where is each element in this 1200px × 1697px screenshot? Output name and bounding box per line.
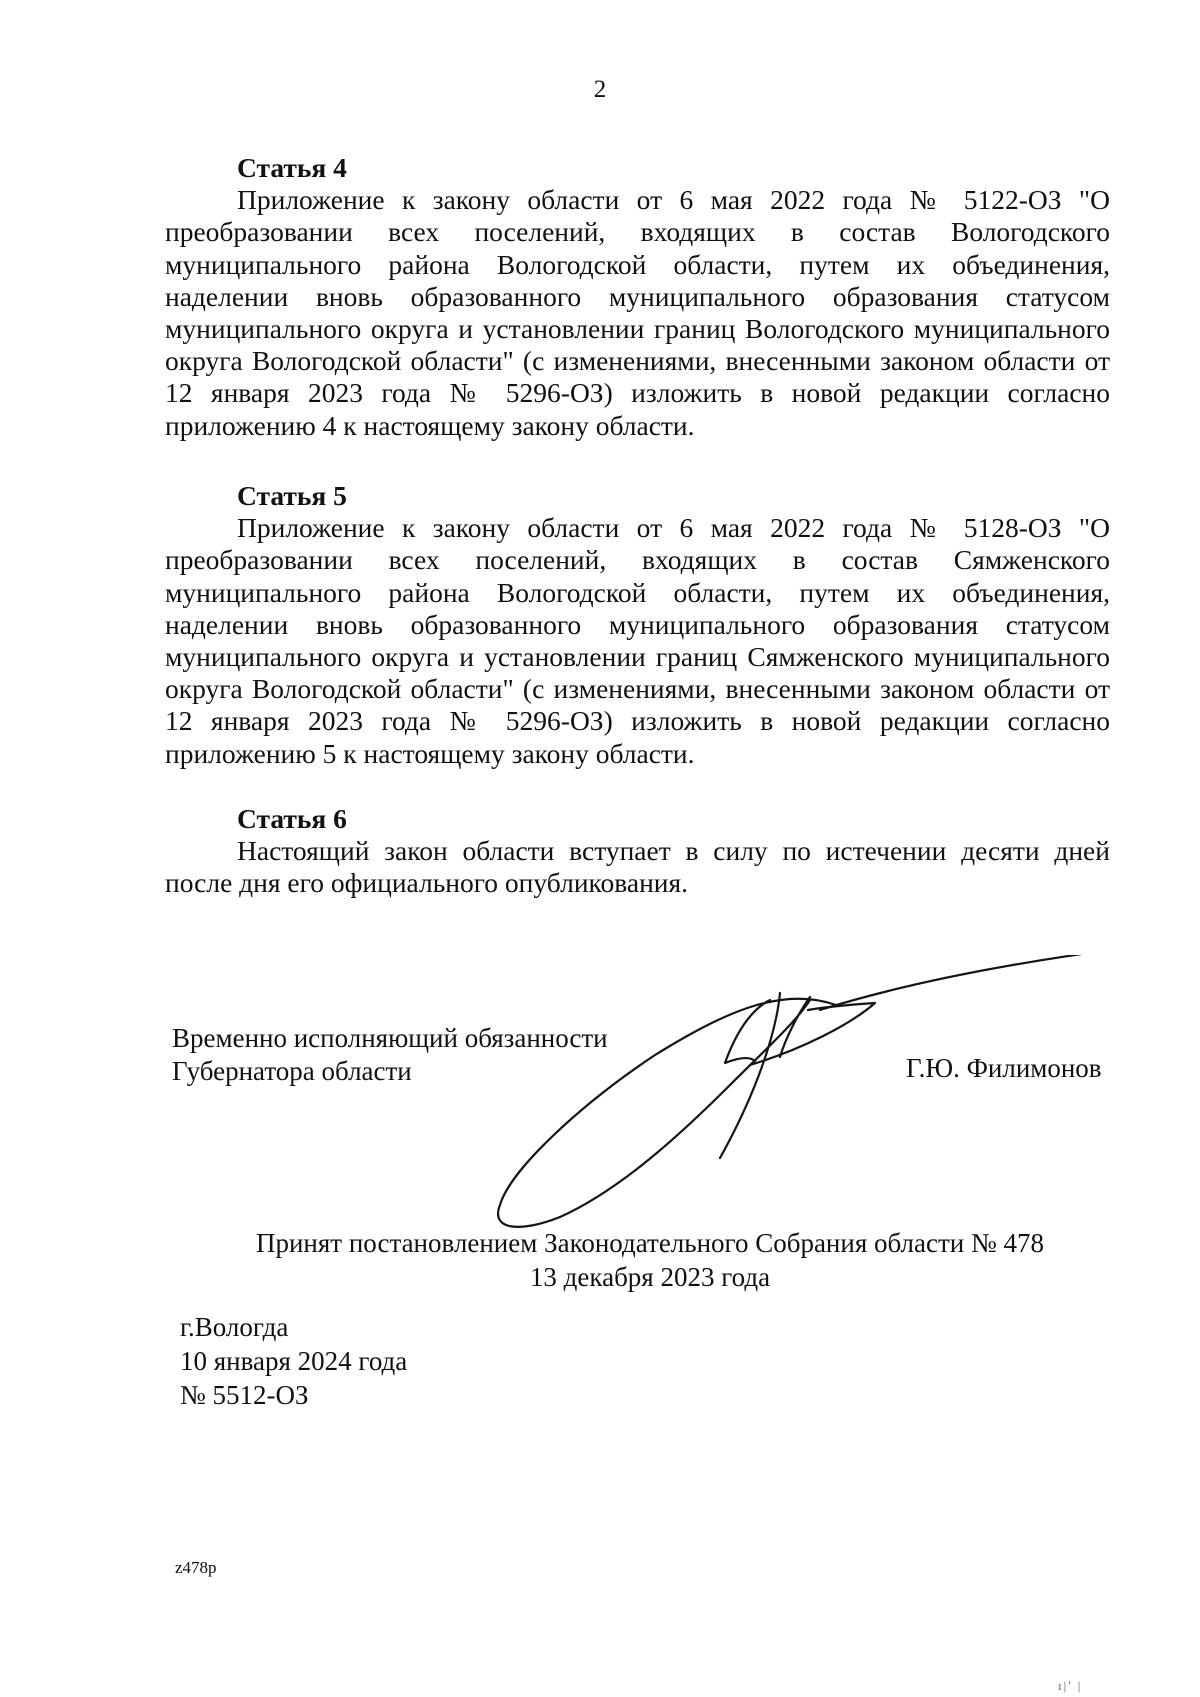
- article-6: [165, 803, 1110, 900]
- article-title: Статья 6: [237, 803, 347, 834]
- position-line: Временно исполняющий обязанности: [172, 1023, 608, 1053]
- law-date: 10 января 2024 года: [180, 1346, 408, 1376]
- article-body: Приложение к закону области от 6 мая 2022 года № 5122-ОЗ "О преобразовании всех поселений, входящих в состав Вологодского муниципального района Вологодской области, путем их объединения, наделении вновь образованного муниципального образования статусом муниципального округа и установлении границ Вологодского муниципального округа Вологодской области" (с изменениями, внесенными законом области от 12 января 2023 года № 5296-ОЗ) изложить в новой редакции согласно приложению 4 к настоящему закону области.: [165, 184, 1110, 441]
- page-number: 2: [593, 76, 607, 103]
- position-line: Губернатора области: [172, 1056, 412, 1086]
- article-title: Статья 4: [237, 152, 347, 183]
- adoption-note: [0, 1226, 1200, 1294]
- document-code: z478p: [175, 1558, 217, 1577]
- signatory-name: Г.Ю. Филимонов: [906, 1053, 1102, 1083]
- scan-marks: ı|' |: [1058, 1678, 1083, 1693]
- place-and-date: [180, 1310, 407, 1412]
- article-body: Приложение к закону области от 6 мая 2022 года № 5128-ОЗ "О преобразовании всех поселений, входящих в состав Сямженского муниципального района Вологодской области, путем их объединения, наделении вновь образованного муниципального образования статусом муниципального округа и установлении границ Сямженского муниципального округа Вологодской области" (с изменениями, внесенными законом области от 12 января 2023 года № 5296-ОЗ) изложить в новой редакции согласно приложению 5 к настоящему закону области.: [165, 512, 1110, 769]
- adoption-date: 13 декабря 2023 года: [529, 1262, 771, 1292]
- article-4: [165, 152, 1110, 442]
- article-5: [165, 480, 1110, 770]
- article-title: Статья 5: [237, 480, 347, 511]
- law-number: № 5512-ОЗ: [180, 1380, 309, 1410]
- signatory-position: [172, 1022, 608, 1088]
- adoption-line: Принят постановлением Законодательного Собрания области № 478: [255, 1228, 1045, 1258]
- handwritten-signature: [480, 955, 1120, 1235]
- article-body: Настоящий закон области вступает в силу по истечении десяти дней после дня его официального опубликования.: [165, 835, 1110, 899]
- city: г.Вологда: [180, 1312, 289, 1342]
